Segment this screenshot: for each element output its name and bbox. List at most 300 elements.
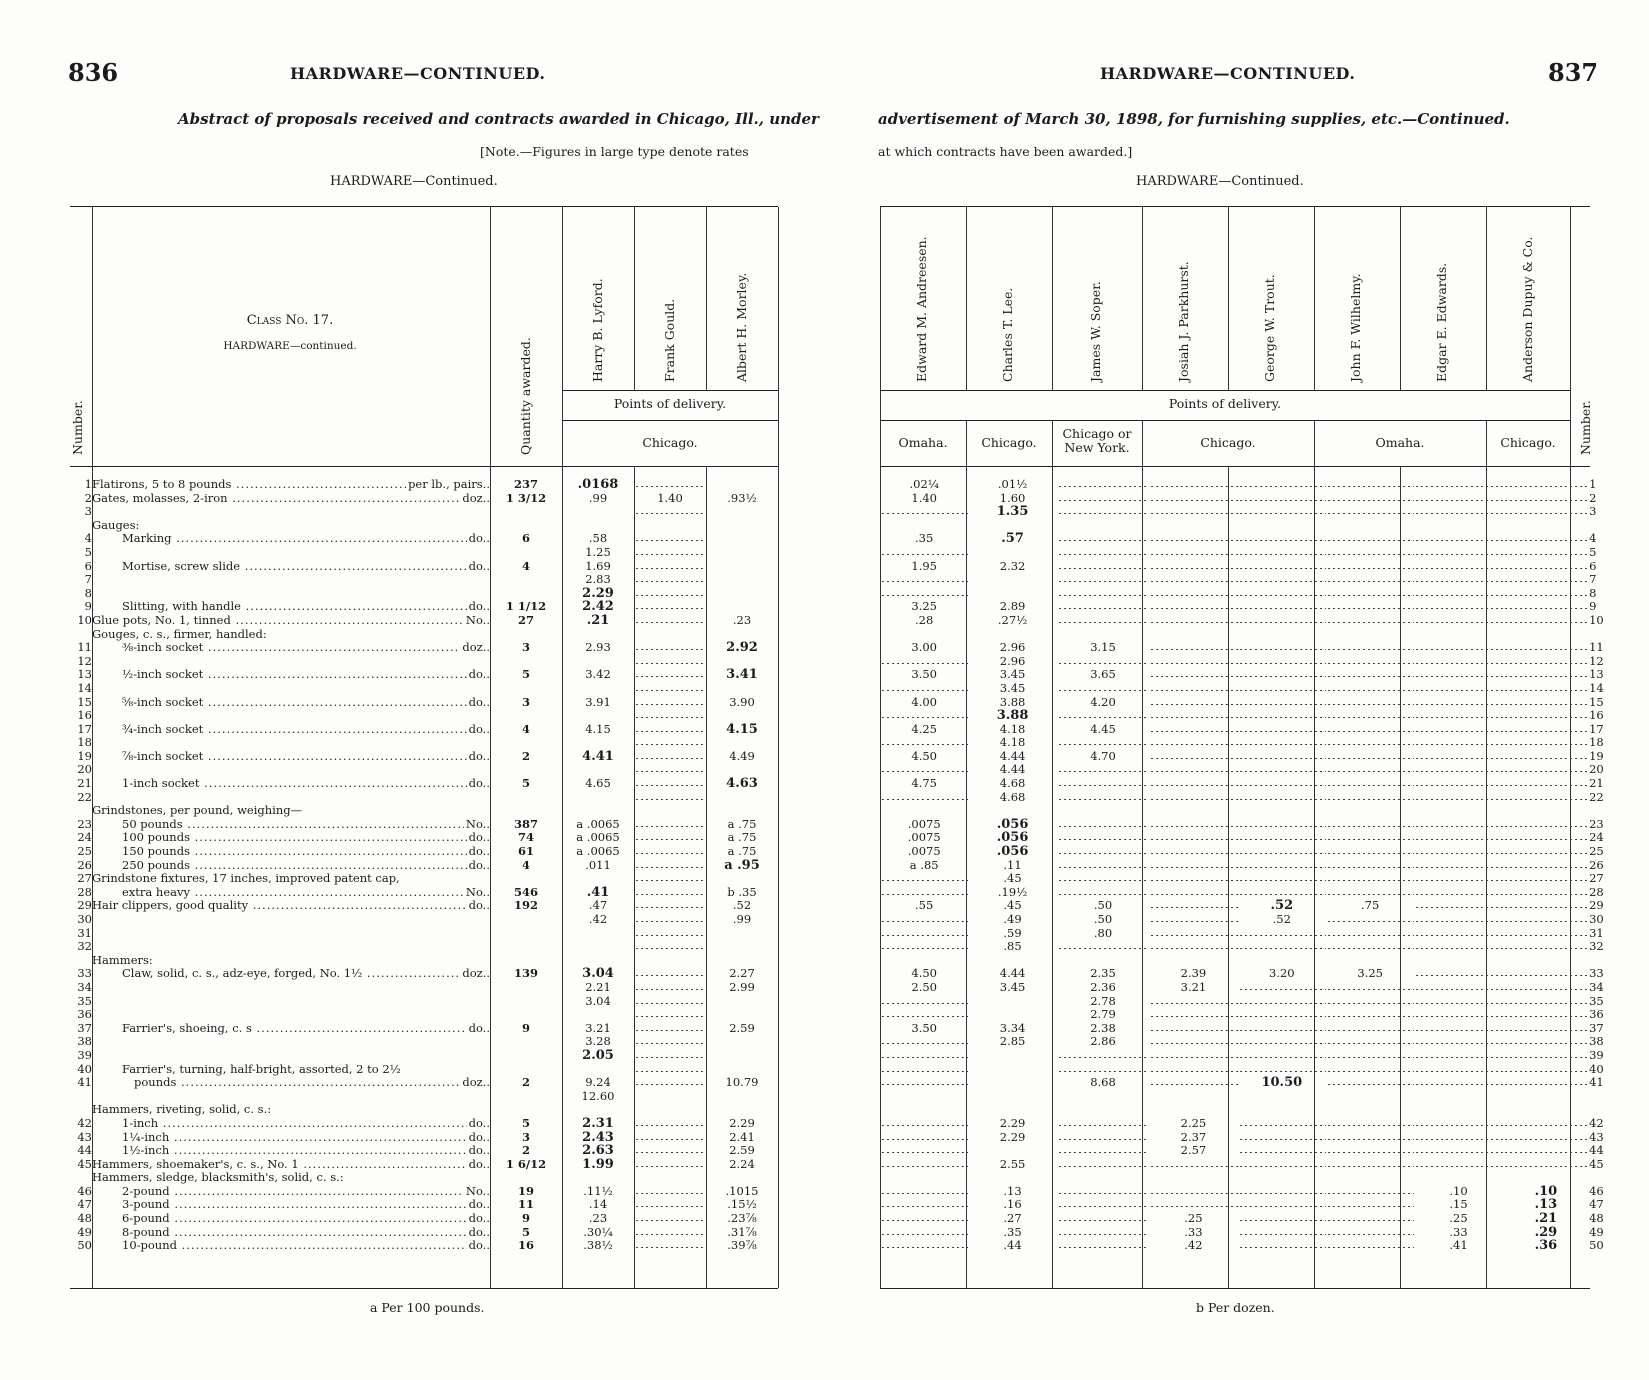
table-row	[880, 668, 1620, 682]
bid-trout	[1238, 750, 1326, 764]
item-description	[92, 532, 490, 546]
bid-wilhelmy	[1326, 750, 1414, 764]
bid-parkhurst	[1149, 532, 1237, 546]
item-description	[92, 682, 490, 696]
item-description	[92, 600, 490, 614]
bid-gould	[634, 1185, 706, 1199]
bid-wilhelmy	[1326, 940, 1414, 954]
bid-morley: .39⅞	[727, 1239, 757, 1253]
bid-morley	[706, 587, 778, 601]
bid-andreesen: 1.95	[911, 559, 937, 573]
table-row	[880, 587, 1620, 601]
bid-trout	[1238, 981, 1326, 995]
bid-lee: 2.29	[999, 1116, 1026, 1130]
row-number: 18	[77, 736, 92, 750]
bid-lyford: 3.04	[582, 967, 614, 981]
left-note: [Note.—Figures in large type denote rates	[480, 144, 749, 159]
bid-lee	[968, 1103, 1056, 1117]
bid-edwards	[1414, 1049, 1502, 1063]
row-number: 34	[77, 980, 92, 994]
bid-lyford: .0168	[577, 478, 619, 492]
bid-soper	[1057, 831, 1150, 845]
item-name: ⅜-inch socket	[122, 641, 204, 655]
bid-edwards	[1414, 995, 1502, 1009]
bid-soper	[1057, 1131, 1150, 1145]
quantity-awarded: 387	[513, 817, 538, 831]
bid-morley	[706, 1090, 778, 1104]
table-row	[70, 1171, 778, 1185]
table-row	[70, 709, 778, 723]
bid-parkhurst	[1149, 818, 1237, 832]
table-row	[70, 927, 778, 941]
bid-lee	[968, 1008, 1056, 1022]
bid-lyford: 1.25	[585, 545, 611, 559]
bid-morley: .52	[732, 899, 752, 913]
table-row	[880, 763, 1620, 777]
row-number	[70, 1103, 92, 1117]
bid-parkhurst	[1149, 927, 1237, 941]
item-description	[92, 940, 490, 954]
bid-andreesen: 4.50	[911, 967, 937, 981]
bid-wilhelmy	[1326, 804, 1414, 818]
item-name: Gates, molasses, 2-iron	[92, 491, 228, 505]
bid-parkhurst	[1149, 1049, 1237, 1063]
bid-soper	[1057, 709, 1150, 723]
table-row	[70, 1035, 778, 1049]
bid-edwards	[1414, 872, 1502, 886]
bid-lee: 4.68	[999, 790, 1026, 804]
bid-trout	[1238, 1063, 1326, 1077]
bid-trout	[1238, 655, 1326, 669]
bid-lyford: .21	[586, 613, 610, 628]
bid-morley: 2.24	[729, 1157, 755, 1171]
bid-wilhelmy	[1326, 600, 1414, 614]
bid-parkhurst	[1149, 614, 1237, 628]
bid-andreesen	[880, 1063, 968, 1077]
bid-anderson-dupuy: .21	[1534, 1212, 1558, 1226]
table-row	[880, 1103, 1620, 1117]
bid-anderson-dupuy	[1503, 600, 1589, 614]
bid-gould	[634, 1212, 706, 1226]
leader-dots	[203, 723, 490, 736]
leader-dots	[170, 1226, 490, 1239]
bid-morley: a .75	[727, 845, 757, 859]
leader-dots	[199, 777, 490, 790]
bid-wilhelmy	[1326, 641, 1414, 655]
item-name: 3-pound	[122, 1198, 170, 1212]
bid-soper	[1057, 478, 1150, 492]
bid-edwards	[1414, 940, 1502, 954]
row-number	[70, 628, 92, 642]
unit-label: do..	[468, 777, 490, 791]
leader-dots	[190, 845, 490, 858]
bid-anderson-dupuy	[1503, 845, 1589, 859]
bid-lyford: a .0065	[576, 845, 620, 859]
bid-soper	[1057, 940, 1150, 954]
bidder-header: Albert H. Morley.	[734, 272, 749, 382]
bid-lee: 4.44	[999, 967, 1026, 981]
table-row	[70, 1022, 778, 1036]
bid-andreesen	[880, 1103, 968, 1117]
bid-lee: .01½	[997, 478, 1028, 491]
table-row	[70, 628, 778, 642]
bid-lyford: .14	[588, 1198, 608, 1212]
bid-gould	[634, 845, 706, 859]
bid-lee: .19½	[997, 885, 1028, 899]
leader-dots	[190, 859, 490, 872]
bid-andreesen: 3.25	[911, 600, 937, 614]
bid-trout	[1238, 696, 1326, 710]
bid-morley: 3.41	[726, 668, 758, 682]
bid-trout	[1238, 492, 1326, 506]
bid-lee: .16	[1003, 1198, 1022, 1212]
row-number: 22	[1589, 790, 1604, 804]
bid-andreesen: 4.75	[911, 777, 937, 791]
right-city: Chicago or New York.	[1062, 426, 1132, 455]
bid-soper	[1057, 573, 1150, 587]
table-row	[70, 1198, 778, 1212]
bid-trout	[1238, 940, 1326, 954]
bid-wilhelmy	[1326, 1198, 1414, 1212]
bid-lee: .49	[1003, 913, 1022, 926]
table-row	[70, 777, 778, 791]
bid-gould	[634, 831, 706, 845]
row-number: 5	[84, 545, 92, 559]
row-number: 26	[77, 858, 92, 872]
bid-soper	[1057, 1049, 1150, 1063]
bid-trout	[1238, 1212, 1326, 1226]
item-name: Flatirons, 5 to 8 pounds	[92, 478, 232, 491]
bid-lyford	[562, 682, 634, 696]
table-row	[880, 709, 1620, 723]
bid-anderson-dupuy: .13	[1534, 1198, 1558, 1213]
bid-anderson-dupuy	[1503, 913, 1589, 927]
item-name: Hammers, shoemaker's, c. s., No. 1	[92, 1157, 299, 1171]
table-row	[70, 560, 778, 574]
bid-anderson-dupuy: .29	[1534, 1225, 1558, 1240]
table-row	[880, 995, 1620, 1009]
quantity-header: Quantity awarded.	[518, 337, 533, 455]
bid-edwards	[1414, 1063, 1502, 1077]
bid-morley	[706, 927, 778, 941]
bid-andreesen	[880, 1185, 968, 1199]
item-description	[92, 818, 490, 832]
table-row	[70, 532, 778, 546]
right-table-top-rule	[880, 206, 1590, 207]
bid-wilhelmy	[1326, 831, 1414, 845]
bid-anderson-dupuy	[1503, 546, 1589, 560]
quantity-awarded: 3	[521, 695, 530, 709]
bid-gould	[634, 954, 706, 968]
bid-trout	[1238, 532, 1326, 546]
row-number: 11	[77, 641, 92, 655]
bid-parkhurst	[1149, 600, 1237, 614]
bid-morley	[706, 478, 778, 492]
bid-gould	[634, 655, 706, 669]
bid-morley	[706, 573, 778, 587]
bid-soper	[1057, 532, 1150, 546]
bid-lyford: 2.29	[582, 586, 614, 601]
bid-gould	[634, 1198, 706, 1212]
leader-dots	[170, 1198, 490, 1211]
table-row	[70, 872, 778, 886]
bid-morley: 3.90	[729, 695, 755, 709]
bid-lyford	[562, 954, 634, 968]
bid-andreesen	[880, 791, 968, 805]
bid-andreesen: 4.00	[911, 695, 937, 709]
unit-label: No..	[465, 885, 490, 899]
table-row	[880, 532, 1620, 546]
bid-lee: 2.96	[999, 641, 1026, 655]
table-row	[70, 587, 778, 601]
item-name: 250 pounds	[122, 858, 190, 872]
leader-dots	[228, 492, 490, 505]
item-description	[92, 791, 490, 805]
bid-lyford: 3.91	[585, 695, 611, 709]
bid-trout	[1238, 886, 1326, 900]
row-number: 27	[1589, 872, 1604, 886]
bid-gould	[634, 628, 706, 642]
bid-lyford: .23	[588, 1212, 608, 1226]
quantity-awarded	[490, 763, 562, 777]
bid-lyford: 3.28	[585, 1035, 611, 1049]
bid-wilhelmy	[1326, 1239, 1414, 1253]
bid-andreesen	[880, 1076, 968, 1090]
bid-soper: 2.79	[1090, 1008, 1116, 1022]
left-table-top-rule	[70, 206, 778, 207]
bid-lyford	[562, 1103, 634, 1117]
row-number: 38	[77, 1035, 92, 1049]
bidder-header: Josiah J. Parkhurst.	[1176, 261, 1191, 382]
item-description	[92, 995, 490, 1009]
bid-morley: 2.99	[729, 980, 755, 994]
row-number: 39	[1589, 1048, 1604, 1062]
row-number: 50	[77, 1239, 92, 1253]
item-description	[92, 1144, 490, 1158]
bid-morley	[706, 1008, 778, 1022]
bid-lee: .45	[1003, 899, 1022, 913]
bid-parkhurst	[1149, 1158, 1237, 1172]
table-row	[880, 927, 1620, 941]
bid-lee	[968, 587, 1056, 601]
bid-andreesen	[880, 954, 968, 968]
bid-soper	[1057, 492, 1150, 506]
quantity-awarded: 237	[513, 478, 538, 491]
bid-wilhelmy	[1326, 1049, 1414, 1063]
bid-anderson-dupuy	[1503, 668, 1589, 682]
table-row	[70, 696, 778, 710]
bid-soper	[1057, 763, 1150, 777]
quantity-awarded	[490, 872, 562, 886]
bid-edwards	[1414, 1022, 1502, 1036]
item-description	[92, 1212, 490, 1226]
row-number: 32	[1589, 940, 1604, 954]
table-row	[880, 1144, 1620, 1158]
bid-edwards	[1414, 709, 1502, 723]
table-row	[70, 1008, 778, 1022]
bid-lyford: 12.60	[581, 1089, 615, 1103]
row-number: 23	[1589, 817, 1604, 831]
left-header-bottom-rule	[70, 466, 778, 467]
bid-gould	[634, 1103, 706, 1117]
bid-soper: .50	[1093, 899, 1113, 913]
table-row	[880, 1185, 1620, 1199]
bid-morley	[706, 628, 778, 642]
item-description	[92, 1117, 490, 1131]
table-row	[880, 954, 1620, 968]
quantity-awarded: 27	[517, 613, 534, 627]
table-row	[880, 886, 1620, 900]
bid-trout	[1238, 668, 1326, 682]
bid-wilhelmy	[1326, 845, 1414, 859]
right-running-head: HARDWARE—CONTINUED.	[1100, 64, 1356, 83]
quantity-awarded	[490, 1035, 562, 1049]
bid-lee: .57	[1001, 532, 1024, 546]
bid-soper: 3.15	[1090, 641, 1116, 655]
bid-wilhelmy	[1326, 492, 1414, 506]
bidder-header: George W. Trout.	[1262, 274, 1277, 382]
right-vline	[1486, 207, 1487, 390]
table-row	[70, 1144, 778, 1158]
item-description	[92, 831, 490, 845]
row-number: 6	[84, 559, 92, 573]
bid-wilhelmy	[1326, 1022, 1414, 1036]
leader-dots	[176, 1076, 490, 1089]
bid-trout	[1238, 709, 1326, 723]
bid-morley	[706, 791, 778, 805]
quantity-awarded: 11	[517, 1198, 534, 1212]
quantity-awarded	[490, 709, 562, 723]
row-number: 31	[1589, 926, 1604, 940]
row-number: 15	[1589, 695, 1604, 709]
item-name: 6-pound	[122, 1212, 170, 1226]
row-number: 25	[77, 845, 92, 859]
bid-lyford: 1.99	[582, 1157, 614, 1172]
bid-lyford: .38½	[583, 1239, 613, 1253]
table-row	[70, 519, 778, 533]
row-number: 37	[1589, 1021, 1604, 1035]
row-number: 7	[1589, 573, 1597, 587]
bid-lee: 3.45	[999, 681, 1026, 695]
left-table-bottom-rule	[70, 1288, 778, 1289]
bid-lyford: .11½	[583, 1184, 613, 1198]
row-number: 12	[1589, 654, 1604, 668]
bid-parkhurst	[1149, 777, 1237, 791]
bid-andreesen: 3.50	[911, 668, 937, 682]
bid-lee	[968, 628, 1056, 642]
bid-parkhurst	[1149, 1090, 1237, 1104]
bid-soper	[1057, 628, 1150, 642]
quantity-awarded	[490, 519, 562, 533]
right-rows-table	[880, 478, 1620, 1253]
quantity-awarded	[490, 573, 562, 587]
bid-edwards	[1414, 682, 1502, 696]
table-row	[880, 723, 1620, 737]
table-row	[70, 492, 778, 506]
row-number: 9	[84, 600, 92, 614]
item-description	[92, 1103, 490, 1117]
bid-lyford	[562, 505, 634, 519]
bid-gould	[634, 777, 706, 791]
item-name: Gauges:	[92, 518, 140, 532]
bid-morley: 2.92	[726, 641, 758, 655]
table-row	[880, 614, 1620, 628]
bid-parkhurst	[1149, 940, 1237, 954]
bid-gould	[634, 1117, 706, 1131]
item-description	[92, 1171, 490, 1185]
bid-andreesen	[880, 1144, 968, 1158]
quantity-awarded	[490, 505, 562, 519]
bid-gould	[634, 1022, 706, 1036]
bid-lyford	[562, 628, 634, 642]
bid-wilhelmy	[1326, 655, 1414, 669]
table-row	[880, 872, 1620, 886]
row-number: 1	[84, 478, 92, 491]
bid-morley	[706, 600, 778, 614]
table-row	[880, 1158, 1620, 1172]
bid-andreesen	[880, 763, 968, 777]
table-row	[70, 818, 778, 832]
bid-soper	[1057, 655, 1150, 669]
row-number	[1589, 1171, 1620, 1185]
bid-wilhelmy	[1326, 1117, 1414, 1131]
bid-lyford	[562, 791, 634, 805]
quantity-awarded: 5	[521, 668, 530, 682]
row-number: 19	[1589, 749, 1604, 763]
unit-label: do..	[468, 1021, 490, 1035]
right-city-rule	[880, 420, 1570, 421]
bid-wilhelmy	[1326, 696, 1414, 710]
table-row	[70, 886, 778, 900]
row-number	[1589, 1103, 1620, 1117]
right-number-header: Number.	[1578, 400, 1593, 455]
table-row	[70, 1185, 778, 1199]
class-subtitle: HARDWARE—continued.	[223, 340, 357, 352]
bid-gould	[634, 736, 706, 750]
row-number: 6	[1589, 559, 1597, 573]
bid-morley: .15½	[727, 1198, 757, 1212]
quantity-awarded	[490, 954, 562, 968]
bid-trout	[1238, 804, 1326, 818]
row-number: 15	[77, 695, 92, 709]
left-vline	[634, 207, 635, 390]
bid-morley	[706, 954, 778, 968]
bid-parkhurst	[1149, 1076, 1237, 1090]
table-row	[880, 1035, 1620, 1049]
bid-andreesen	[880, 682, 968, 696]
bid-parkhurst	[1149, 587, 1237, 601]
bid-parkhurst: 2.25	[1180, 1116, 1207, 1130]
item-description	[92, 560, 490, 574]
bid-gould	[634, 913, 706, 927]
bid-gould	[634, 1035, 706, 1049]
bid-anderson-dupuy	[1503, 763, 1589, 777]
bid-anderson-dupuy	[1503, 709, 1589, 723]
bid-lee: 2.96	[999, 654, 1026, 668]
bid-wilhelmy	[1326, 927, 1414, 941]
leader-dots	[190, 831, 490, 844]
unit-label: per lb., pairs..	[408, 478, 490, 491]
bid-wilhelmy	[1326, 1063, 1414, 1077]
bid-morley: 4.15	[726, 722, 758, 737]
table-row	[70, 1239, 778, 1253]
bid-soper	[1057, 1185, 1150, 1199]
item-description	[92, 886, 490, 900]
quantity-awarded: 3	[521, 1130, 530, 1144]
bid-anderson-dupuy: .10	[1534, 1184, 1558, 1199]
row-number: 48	[1589, 1212, 1604, 1226]
table-row	[880, 804, 1620, 818]
